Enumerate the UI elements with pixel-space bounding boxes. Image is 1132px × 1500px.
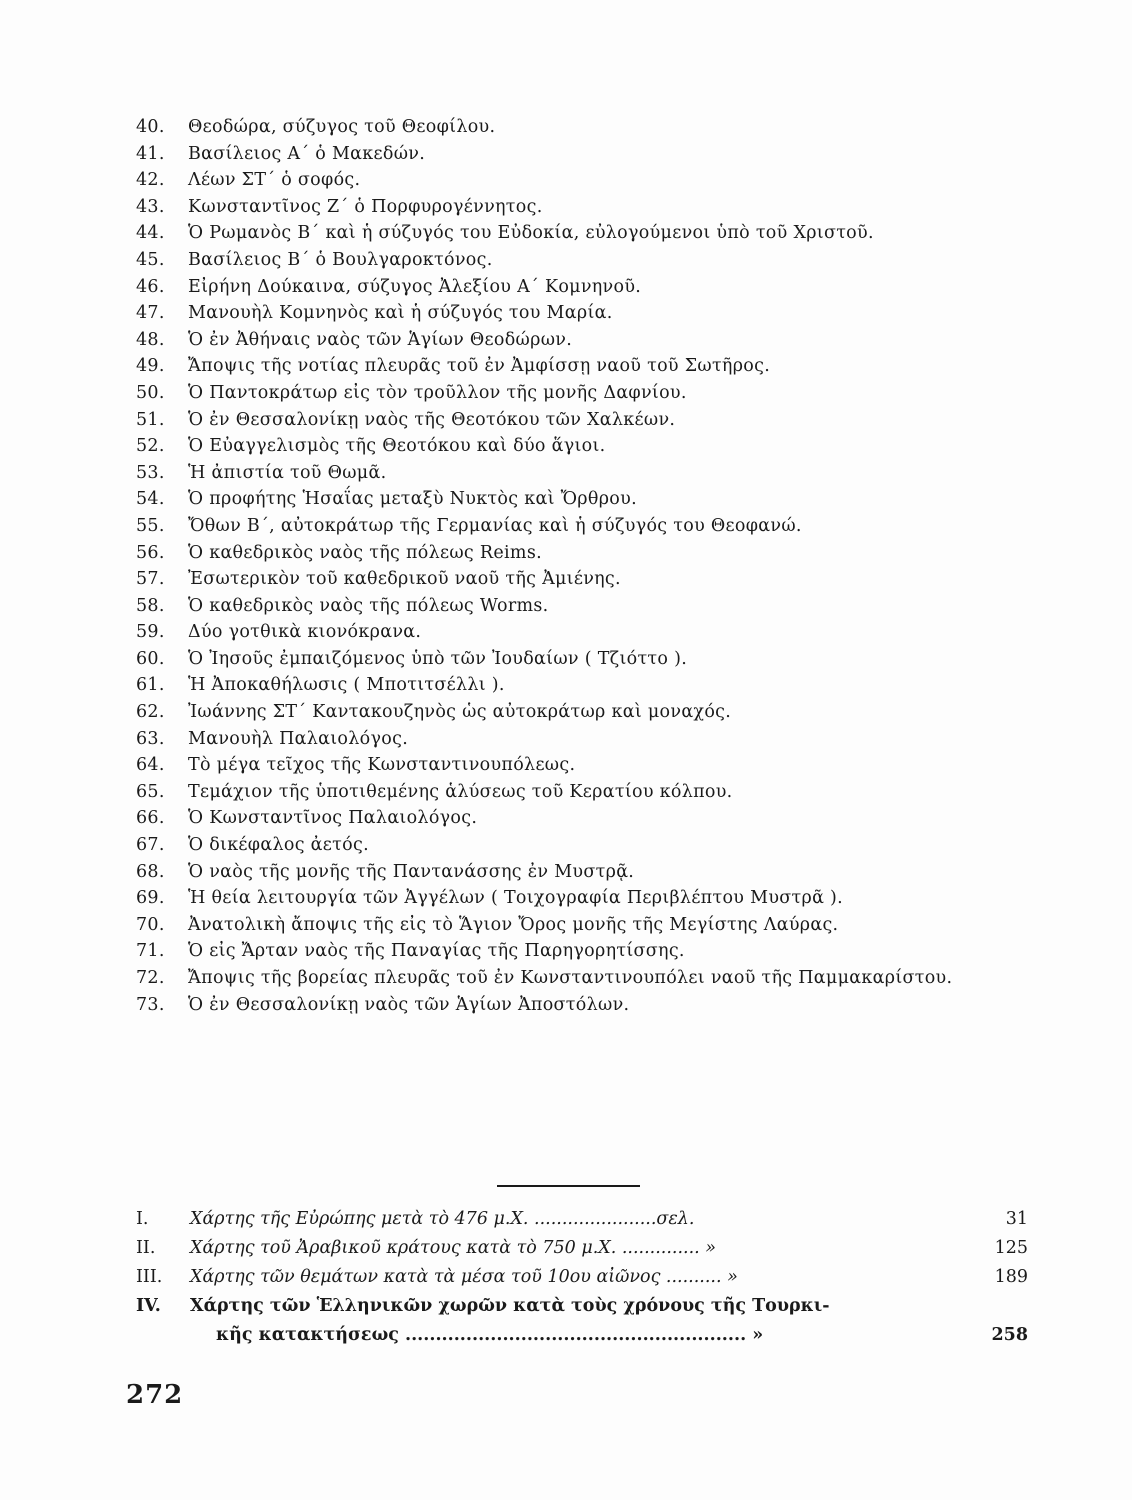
item-caption: Ὁ καθεδρικὸς ναὸς τῆς πόλεως Worms. <box>188 595 549 616</box>
item-caption: Ὁ Εὐαγγελισμὸς τῆς Θεοτόκου καὶ δύο ἅγιοι. <box>188 436 606 457</box>
list-item <box>136 300 1066 327</box>
list-item <box>136 380 1066 407</box>
item-number: 51. <box>136 409 165 430</box>
map-title: Χάρτης τῶν Ἑλληνικῶν χωρῶν κατὰ τοὺς χρόνους τῆς Τουρκι- <box>190 1296 830 1316</box>
item-caption: Ὁ Ρωμανὸς Β΄ καὶ ἡ σύζυγός του Εὐδοκία, εὐλογούμενοι ὑπὸ τοῦ Χριστοῦ. <box>188 223 874 244</box>
map-entry-continuation <box>136 1321 1028 1350</box>
list-item <box>136 832 1066 859</box>
map-title-continuation: κῆς κατακτήσεως ........................................................ » <box>216 1325 764 1345</box>
list-item <box>136 114 1066 141</box>
map-page: 258 <box>991 1325 1028 1345</box>
map-entry <box>136 1234 1028 1263</box>
list-item <box>136 938 1066 965</box>
item-number: 50. <box>136 382 165 403</box>
item-number: 69. <box>136 888 165 909</box>
item-caption: Βασίλειος Α΄ ὁ Μακεδών. <box>188 143 426 164</box>
item-number: 43. <box>136 196 165 217</box>
item-caption: Εἰρήνη Δούκαινα, σύζυγος Ἀλεξίου Α΄ Κομνηνοῦ. <box>188 276 642 297</box>
item-caption: Ἐσωτερικὸν τοῦ καθεδρικοῦ ναοῦ τῆς Ἀμιένης. <box>188 569 621 590</box>
list-item <box>136 247 1066 274</box>
item-caption: Ὁ ναὸς τῆς μονῆς τῆς Παντανάσσης ἐν Μυστρᾷ. <box>188 861 635 882</box>
item-number: 41. <box>136 143 165 164</box>
item-number: 46. <box>136 276 165 297</box>
list-item <box>136 513 1066 540</box>
list-item <box>136 619 1066 646</box>
item-caption: Μανουὴλ Κομνηνὸς καὶ ἡ σύζυγός του Μαρία. <box>188 303 613 324</box>
list-item <box>136 805 1066 832</box>
item-caption: Βασίλειος Β΄ ὁ Βουλγαροκτόνος. <box>188 249 493 270</box>
list-item <box>136 699 1066 726</box>
item-number: 45. <box>136 249 165 270</box>
list-item <box>136 274 1066 301</box>
item-number: 57. <box>136 569 165 590</box>
item-number: 64. <box>136 755 165 776</box>
map-entry <box>136 1205 1028 1234</box>
map-title: Χάρτης τῆς Εὐρώπης μετὰ τὸ 476 μ.Χ. ......................σελ. <box>190 1209 695 1229</box>
map-number-spacer <box>136 1321 190 1350</box>
list-item <box>136 407 1066 434</box>
item-caption: Θεοδώρα, σύζυγος τοῦ Θεοφίλου. <box>188 117 496 137</box>
item-caption: Ἰωάννης ΣΤ΄ Καντακουζηνὸς ὡς αὐτοκράτωρ καὶ μοναχός. <box>188 702 732 723</box>
item-caption: Ὁ ἐν Θεσσαλονίκῃ ναὸς τῆς Θεοτόκου τῶν Χαλκέων. <box>188 409 676 430</box>
item-number: 70. <box>136 914 165 935</box>
item-caption: Ὁ εἰς Ἄρταν ναὸς τῆς Παναγίας τῆς Παρηγορητίσσης. <box>188 941 685 962</box>
list-item <box>136 460 1066 487</box>
item-number: 67. <box>136 835 165 856</box>
item-caption: Δύο γοτθικὰ κιονόκρανα. <box>188 622 422 643</box>
item-caption: Ὁ ἐν Θεσσαλονίκῃ ναὸς τῶν Ἁγίων Ἀποστόλων. <box>188 994 630 1015</box>
list-item <box>136 912 1066 939</box>
item-caption: Τεμάχιον τῆς ὑποτιθεμένης ἁλύσεως τοῦ Κερατίου κόλπου. <box>188 781 733 802</box>
item-caption: Ὁ καθεδρικὸς ναὸς τῆς πόλεως Reims. <box>188 542 542 563</box>
item-number: 59. <box>136 622 165 643</box>
map-entry <box>136 1263 1028 1292</box>
map-number: I. <box>136 1209 149 1229</box>
list-item <box>136 353 1066 380</box>
item-number: 71. <box>136 941 165 962</box>
list-item <box>136 726 1066 753</box>
list-item <box>136 859 1066 886</box>
map-entry <box>136 1292 1028 1321</box>
item-caption: Ὁ Κωνσταντῖνος Παλαιολόγος. <box>188 808 478 829</box>
item-number: 42. <box>136 170 165 191</box>
map-number: IV. <box>136 1296 161 1316</box>
item-number: 40. <box>136 117 165 137</box>
item-number: 56. <box>136 542 165 563</box>
item-number: 63. <box>136 728 165 749</box>
map-title: Χάρτης τοῦ Ἀραβικοῦ κράτους κατὰ τὸ 750 μ.Χ. .............. » <box>190 1238 717 1258</box>
list-item <box>136 646 1066 673</box>
map-number: II. <box>136 1238 156 1258</box>
item-caption: Ὁ Παντοκράτωρ εἰς τὸν τροῦλλον τῆς μονῆς Δαφνίου. <box>188 382 687 403</box>
list-item <box>136 672 1066 699</box>
item-caption: Ἄποψις τῆς νοτίας πλευρᾶς τοῦ ἐν Ἀμφίσσῃ ναοῦ τοῦ Σωτῆρος. <box>188 356 771 377</box>
item-caption: Ἡ θεία λειτουργία τῶν Ἀγγέλων ( Τοιχογραφία Περιβλέπτου Μυστρᾶ ). <box>188 888 844 909</box>
map-title: Χάρτης τῶν θεμάτων κατὰ τὰ μέσα τοῦ 10ου αἰῶνος .......... » <box>190 1267 738 1287</box>
item-number: 73. <box>136 994 165 1015</box>
list-item <box>136 540 1066 567</box>
item-caption: Λέων ΣΤ΄ ὁ σοφός. <box>188 170 361 191</box>
item-caption: Ὁ ἐν Ἀθήναις ναὸς τῶν Ἁγίων Θεοδώρων. <box>188 329 573 350</box>
list-item <box>136 593 1066 620</box>
page-number: 272 <box>126 1380 184 1410</box>
item-caption: Ἀνατολικὴ ἄποψις τῆς εἰς τὸ Ἅγιον Ὄρος μονῆς τῆς Μεγίστης Λαύρας. <box>188 914 839 935</box>
list-item <box>136 327 1066 354</box>
item-number: 49. <box>136 356 165 377</box>
item-caption: Ὁ Ἰησοῦς ἐμπαιζόμενος ὑπὸ τῶν Ἰουδαίων ( Τζιόττο ). <box>188 648 688 669</box>
item-number: 58. <box>136 595 165 616</box>
item-number: 65. <box>136 781 165 802</box>
item-caption: Κωνσταντῖνος Ζ΄ ὁ Πορφυρογέννητος. <box>188 196 543 217</box>
maps-list <box>136 1205 1028 1350</box>
item-number: 72. <box>136 968 165 988</box>
map-page: 189 <box>994 1267 1028 1287</box>
item-number: 52. <box>136 436 165 457</box>
item-number: 60. <box>136 648 165 669</box>
item-number: 47. <box>136 303 165 324</box>
item-caption: Μανουὴλ Παλαιολόγος. <box>188 728 409 749</box>
list-item <box>136 433 1066 460</box>
item-number: 54. <box>136 489 165 510</box>
list-item <box>136 167 1066 194</box>
map-page: 125 <box>994 1238 1028 1258</box>
item-number: 66. <box>136 808 165 829</box>
item-number: 62. <box>136 702 165 723</box>
list-item <box>136 486 1066 513</box>
list-item <box>136 141 1066 168</box>
item-number: 55. <box>136 515 165 536</box>
item-caption: Ἄποψις τῆς βορείας πλευρᾶς τοῦ ἐν Κωνσταντινουπόλει ναοῦ τῆς Παμμακαρίστου. <box>188 968 953 988</box>
list-item <box>136 220 1066 247</box>
item-caption: Ὄθων Β΄, αὐτοκράτωρ τῆς Γερμανίας καὶ ἡ σύζυγός του Θεοφανώ. <box>188 515 802 536</box>
item-number: 53. <box>136 462 165 483</box>
map-number: III. <box>136 1267 163 1287</box>
list-item <box>136 885 1066 912</box>
list-item <box>136 779 1066 806</box>
list-item <box>136 566 1066 593</box>
list-item <box>136 194 1066 221</box>
list-item <box>136 965 1066 992</box>
list-item <box>136 992 1066 1019</box>
illustrations-list <box>136 114 1066 1018</box>
map-page-spacer <box>968 1292 1028 1321</box>
section-divider <box>497 1185 640 1187</box>
item-caption: Ἡ Ἀποκαθήλωσις ( Μποτιτσέλλι ). <box>188 675 505 696</box>
item-caption: Τὸ μέγα τεῖχος τῆς Κωνσταντινουπόλεως. <box>188 755 576 776</box>
list-item <box>136 752 1066 779</box>
item-number: 48. <box>136 329 165 350</box>
item-caption: Ὁ δικέφαλος ἀετός. <box>188 835 369 856</box>
map-page: 31 <box>1005 1209 1028 1229</box>
item-caption: Ἡ ἀπιστία τοῦ Θωμᾶ. <box>188 462 387 483</box>
item-number: 61. <box>136 675 165 696</box>
item-number: 68. <box>136 861 165 882</box>
item-caption: Ὁ προφήτης Ἡσαΐας μεταξὺ Νυκτὸς καὶ Ὄρθρου. <box>188 489 637 510</box>
item-number: 44. <box>136 223 165 244</box>
